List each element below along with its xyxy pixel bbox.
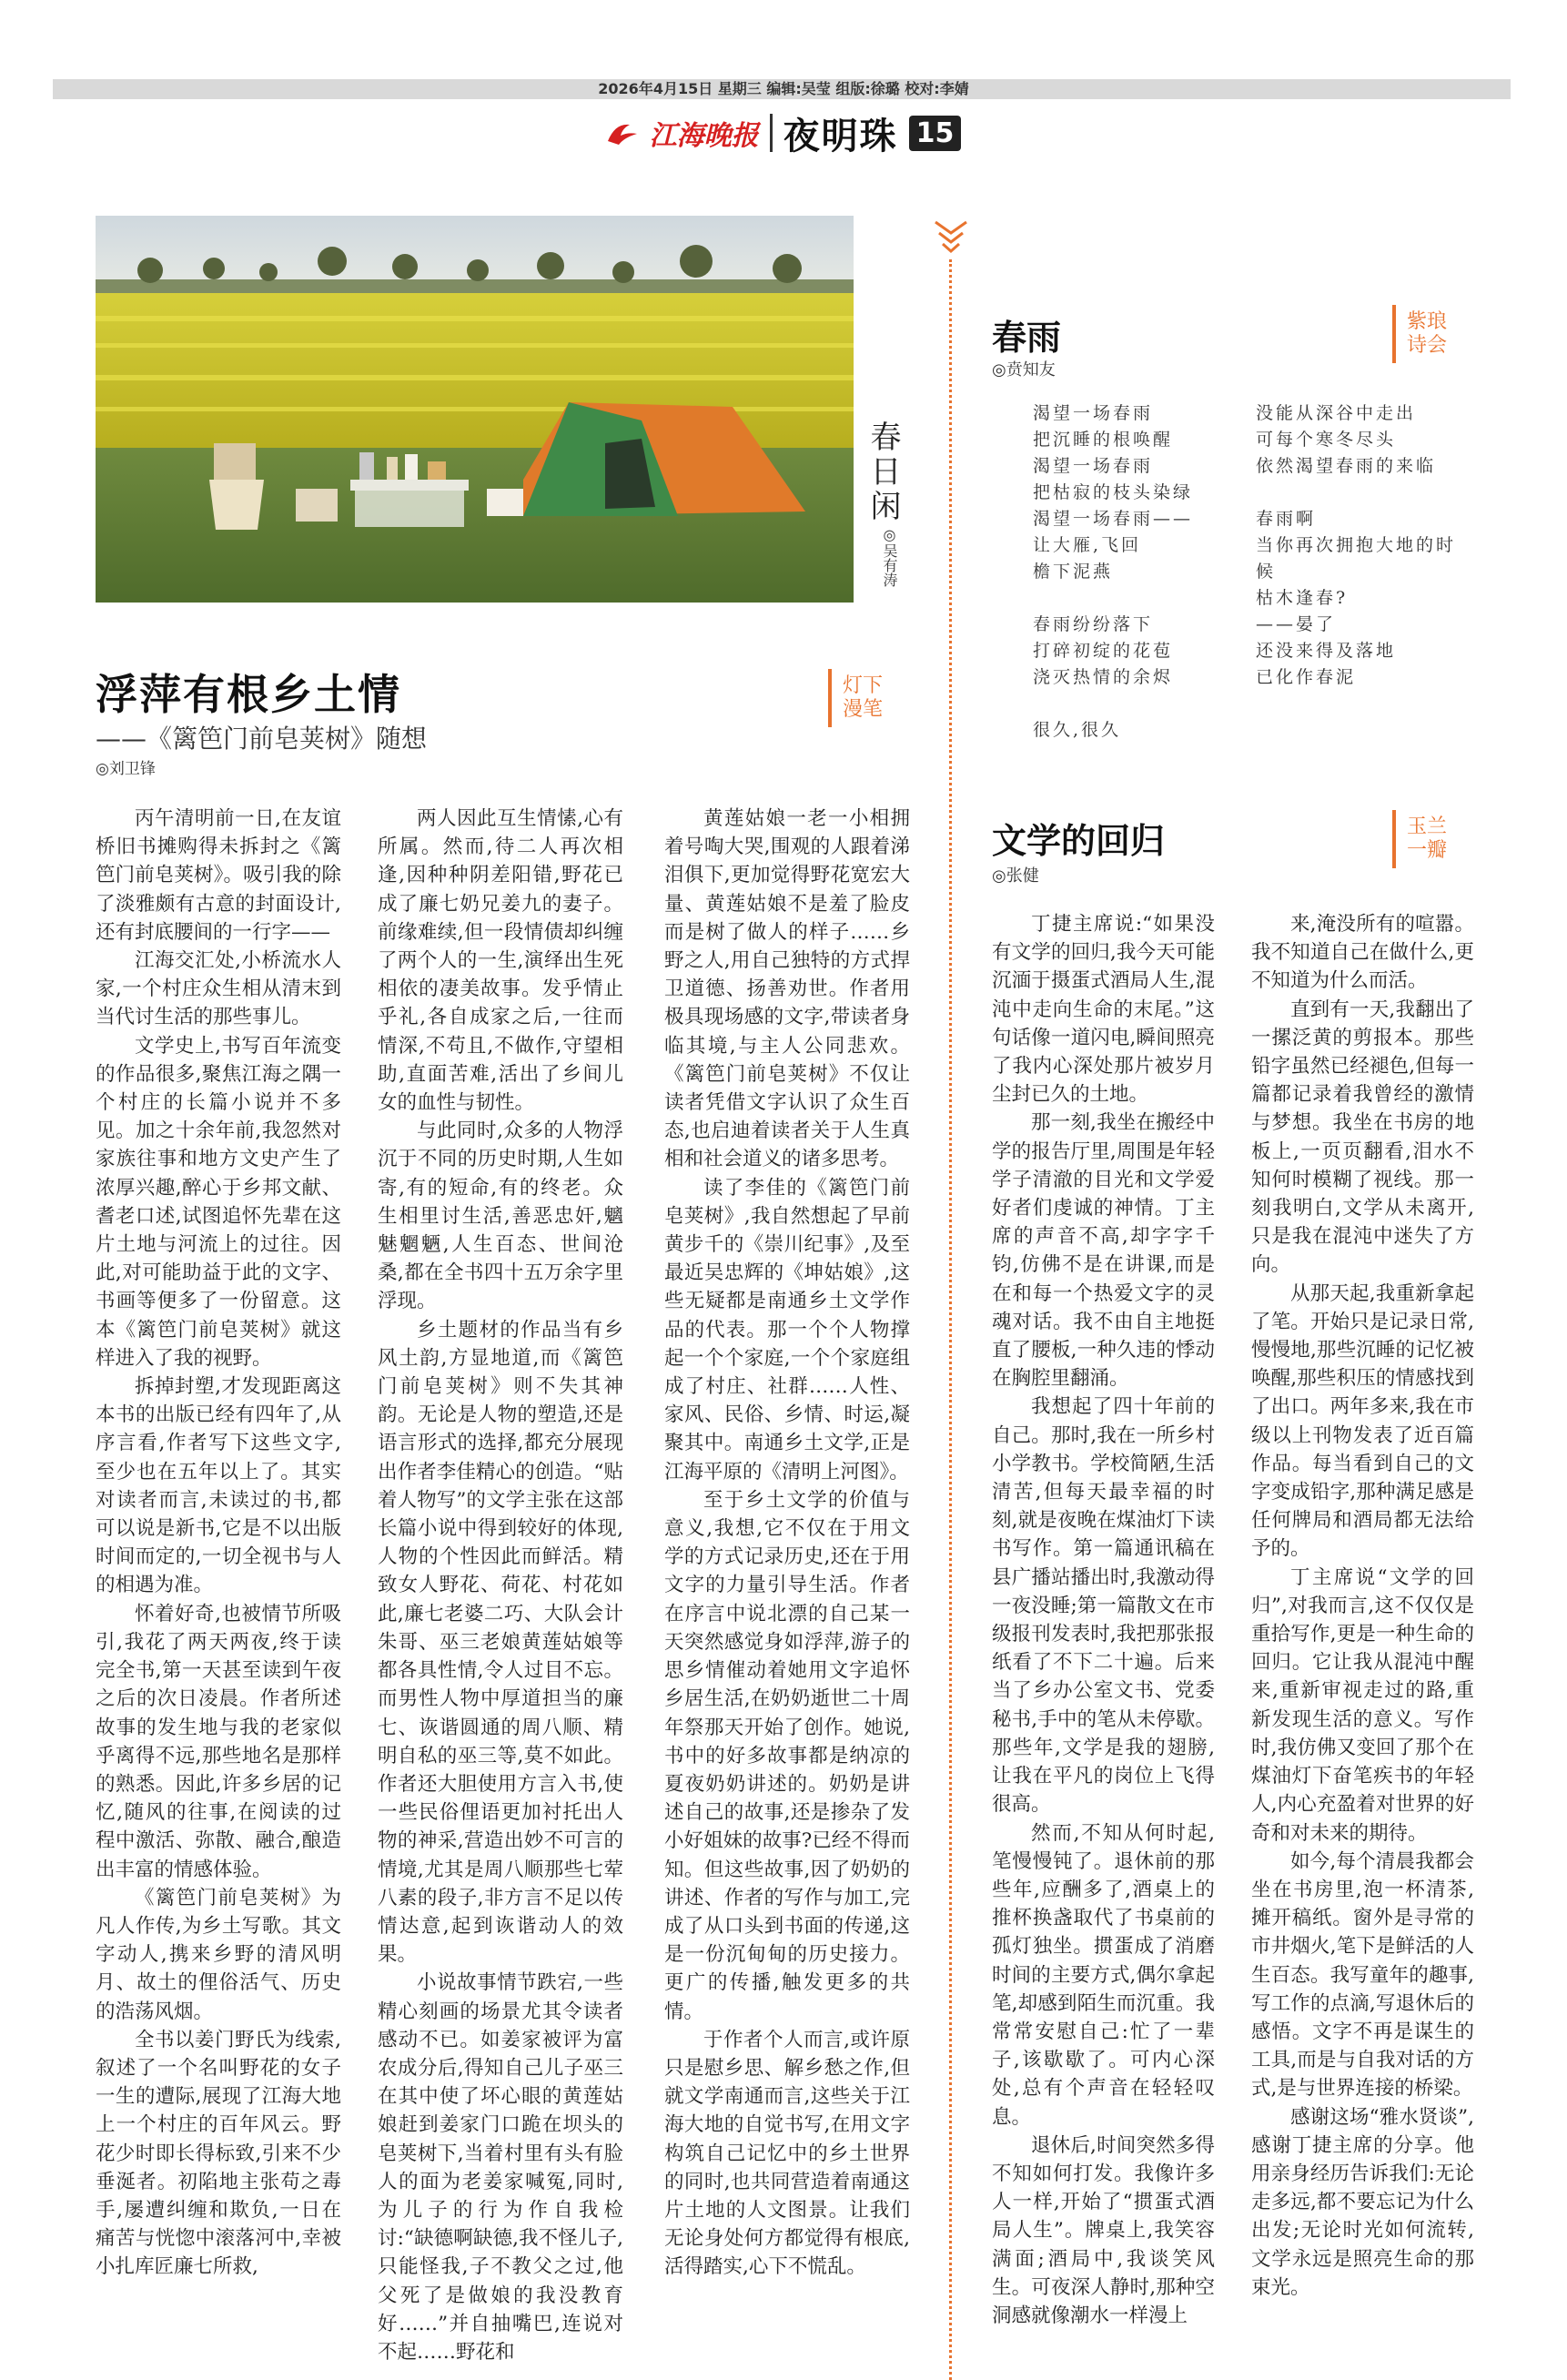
paragraph: 从那天起,我重新拿起了笔。开始只是记录日常,慢慢地,那些沉睡的记忆被唤醒,那些积压的情感找到了出口。两年多来,我在市级以上刊物发表了近百篇作品。每当看到自己的文字变成铅字,那种满足感是任何牌局和酒局都无法给予的。 <box>1251 1281 1474 1561</box>
poem-author: ◎贲知友 <box>992 360 1056 380</box>
paragraph: 那一刻,我坐在搬经中学的报告厅里,周围是年轻学子清澈的目光和文学爱好者们虔诚的神情。丁主席的声音不高,却字字千钧,仿佛不是在讲课,而是在和每一个热爱文字的灵魂对话。我不由自主地挺直了腰板,一种久违的悸动在胸腔里翻涌。 <box>992 1111 1215 1391</box>
paragraph: 丙午清明前一日,在友谊桥旧书摊购得未拆封之《篱笆门前皂荚树》。吸引我的除了淡雅颇有古意的封面设计,还有封底腰间的一行字—— <box>96 807 341 944</box>
column-tag-magnolia: 玉兰一瓣 <box>1392 810 1458 868</box>
paragraph: 至于乡土文学的价值与意义,我想,它不仅在于用文学的方式记录历史,还在于用文字的力量引导生活。作者在序言中说北漂的自己某一天突然感觉身如浮萍,游子的思乡情催动着她用文字追怀乡居生活,在奶奶逝世二十周年祭那天开始了创作。她说,书中的好多故事都是纳凉的夏夜奶奶讲述的。奶奶是讲述自己的故事,还是掺杂了发小好姐妹的故事?已经不得而知。但这些故事,因了奶奶的讲述、作者的写作与加工,完成了从口头到书面的传递,这是一份沉甸甸的历史接力。更广的传播,触发更多的共情。 <box>664 1488 910 2023</box>
paragraph: 《篱笆门前皂荚树》为凡人作传,为乡土写歌。其文字动人,携来乡野的清风明月、故土的俚俗活气、历史的浩荡风烟。 <box>96 1886 341 2023</box>
masthead <box>0 107 1567 158</box>
paragraph: 然而,不知从何时起,笔慢慢钝了。退休前的那些年,应酬多了,酒桌上的推杯换盏取代了书桌前的孤灯独坐。掼蛋成了消磨时间的主要方式,偶尔拿起笔,却感到陌生而沉重。我常常安慰自己:忙了一辈子,该歇歇了。可内心深处,总有个声音在轻轻叹息。 <box>992 1821 1215 2129</box>
paragraph: 来,淹没所有的喧嚣。我不知道自己在做什么,更不知道为什么而活。 <box>1251 913 1474 993</box>
photo-spring-leisure <box>96 216 854 603</box>
essay-author: ◎张健 <box>992 866 1039 886</box>
paragraph: 拆掉封塑,才发现距离这本书的出版已经有四年了,从序言看,作者写下这些文字,至少也在五年以上了。其实对读者而言,未读过的书,都可以说是新书,它是不以出版时间而定的,一切全视书与人的相遇为准。 <box>96 1375 341 1597</box>
main-article-title: 浮萍有根乡土情 <box>96 670 401 719</box>
poem-stanza-column-1: 渴望一场春雨 把沉睡的根唤醒 渴望一场春雨 把枯寂的枝头染绿 渴望一场春雨—— 让大雁,飞回 檐下泥燕 春雨纷纷落下 打碎初绽的花苞 浇灭热情的余烬 很久,很久 <box>1033 403 1194 740</box>
paragraph: 退休后,时间突然多得不知如何打发。我像许多人一样,开始了“掼蛋式酒局人生”。牌桌上,我笑容满面;酒局中,我谈笑风生。可夜深人静时,那种空洞感就像潮水一样漫上 <box>992 2133 1215 2327</box>
poem-title: 春雨 <box>992 318 1062 358</box>
column-tag-zilang-poetry: 紫琅诗会 <box>1392 305 1458 363</box>
paragraph: 乡土题材的作品当有乡风土韵,方显地道,而《篱笆门前皂荚树》则不失其神韵。无论是人物的塑造,还是语言形式的选择,都充分展现出作者李佳精心的创造。“贴着人物写”的文学主张在这部长篇小说中得到较好的体现,人物的个性因此而鲜活。精致女人野花、荷花、村花如此,廉七老婆二巧、大队会计朱哥、巫三老娘黄莲姑娘等都各具性情,令人过目不忘。而男性人物中厚道担当的廉七、诙谐圆通的周八顺、精明自私的巫三等,莫不如此。作者还大胆使用方言入书,使一些民俗俚语更加衬托出人物的神采,营造出妙不可言的情境,尤其是周八顺那些七荤八素的段子,非方言不足以传情达意,起到诙谐动人的效果。 <box>378 1318 623 1967</box>
newspaper-name: 江海晚报 <box>649 120 759 152</box>
photo-author: ◎吴有涛 <box>881 526 898 587</box>
paragraph: 感谢这场“雅水贤谈”,感谢丁捷主席的分享。他用亲身经历告诉我们:无论走多远,都不要忘记为什么出发;无论时光如何流转,文学永远是照亮生命的那束光。 <box>1251 2105 1474 2299</box>
section-name: 夜明珠 <box>783 114 898 157</box>
paragraph: 全书以姜门野氏为线索,叙述了一个名叫野花的女子一生的遭际,展现了江海大地上一个村庄的百年风云。野花少时即长得标致,引来不少垂涎者。初陷地主张苟之毒手,屡遭纠缠和欺负,一日在痛苦与恍惚中滚落河中,幸被小扎库匠廉七所救, <box>96 2028 341 2279</box>
main-article-column-1 <box>96 805 341 2282</box>
paragraph: 江海交汇处,小桥流水人家,一个村庄众生相从清末到当代讨生活的那些事儿。 <box>96 949 341 1029</box>
main-article-author: ◎刘卫锋 <box>96 760 156 778</box>
chevron-down-icon <box>928 217 974 262</box>
paragraph: 与此同时,众多的人物浮沉于不同的历史时期,人生如寄,有的短命,有的终老。众生相里讨生活,善恶忠奸,魑魅魍魉,人生百态、世间沧桑,都在全书四十五万余字里浮现。 <box>378 1119 623 1313</box>
paragraph: 如今,每个清晨我都会坐在书房里,泡一杯清茶,摊开稿纸。窗外是寻常的市井烟火,笔下是鲜活的人生百态。我写童年的趣事,写工作的点滴,写退休后的感悟。文字不再是谋生的工具,而是与自我对话的方式,是与世界连接的桥梁。 <box>1251 1849 1474 2101</box>
masthead-divider <box>770 114 773 152</box>
paragraph: 文学史上,书写百年流变的作品很多,聚焦江海之隅一个村庄的长篇小说并不多见。加之十余年前,我忽然对家族往事和地方文史产生了浓厚兴趣,醉心于乡邦文献、耆老口述,试图追怀先辈在这片土地与河流上的过往。因此,对可能助益于此的文字、书画等便多了一份留意。这本《篱笆门前皂荚树》就这样进入了我的视野。 <box>96 1034 341 1370</box>
paragraph: 两人因此互生情愫,心有所属。然而,待二人再次相逢,因种种阴差阳错,野花已成了廉七奶兄姜九的妻子。前缘难续,但一段情债却纠缠了两个人的一生,演绎出生死相依的凄美故事。发乎情止乎礼,各自成家之后,一往而情深,不苟且,不做作,守望相助,直面苦难,活出了乡间儿女的血性与韧性。 <box>378 807 623 1115</box>
paragraph: 丁主席说“文学的回归”,对我而言,这不仅仅是重拾写作,更是一种生命的回归。它让我从混沌中醒来,重新审视走过的路,重新发现生活的意义。写作时,我仿佛又变回了那个在煤油灯下奋笔疾书的年轻人,内心充盈着对世界的好奇和对未来的期待。 <box>1251 1565 1474 1845</box>
photo-caption: 春日闲 <box>864 420 901 524</box>
main-article-column-2 <box>378 805 623 2366</box>
paragraph: 丁捷主席说:“如果没有文学的回归,我今天可能沉湎于摄蛋式酒局人生,混沌中走向生命的末尾。”这句话像一道闪电,瞬间照亮了我内心深处那片被岁月尘封已久的土地。 <box>992 913 1215 1107</box>
paragraph: 读了李佳的《篱笆门前皂荚树》,我自然想起了早前黄步千的《崇川纪事》,及至最近吴忠辉的《坤姑娘》,这些无疑都是南通乡土文学作品的代表。那一个个人物撑起一个个家庭,一个个家庭组成了村庄、社群……人性、家风、民俗、乡情、时运,凝聚其中。南通乡土文学,正是江海平原的《清明上河图》。 <box>664 1176 910 1484</box>
paragraph: 直到有一天,我翻出了一摞泛黄的剪报本。那些铅字虽然已经褪色,但每一篇都记录着我曾经的激情与梦想。我坐在书房的地板上,一页页翻看,泪水不知何时模糊了视线。那一刻我明白,文学从未离开,只是我在混沌中迷失了方向。 <box>1251 998 1474 1277</box>
paragraph: 黄莲姑娘一老一小相拥着号啕大哭,围观的人跟着涕泪俱下,更加觉得野花宽宏大量、黄莲姑娘不是羞了脸皮而是树了做人的样子……乡野之人,用自己独特的方式捍卫道德、扬善劝世。作者用极具现场感的文字,带读者身临其境,与主人公同悲欢。《篱笆门前皂荚树》不仅让读者凭借文字认识了众生百态,也启迪着读者关于人生真相和社会道义的诸多思考。 <box>664 807 910 1171</box>
paragraph: 怀着好奇,也被情节所吸引,我花了两天两夜,终于读完全书,第一天甚至读到午夜之后的次日凌晨。作者所述故事的发生地与我的老家似乎离得不远,那些地名是那样的熟悉。因此,许多乡居的记忆,随风的往事,在阅读的过程中激活、弥散、融合,酿造出丰富的情感体验。 <box>96 1602 341 1881</box>
newspaper-logo-icon <box>606 119 639 147</box>
main-article-column-3 <box>664 805 910 2282</box>
paragraph: 小说故事情节跌宕,一些精心刻画的场景尤其令读者感动不已。如姜家被评为富农成分后,得知自己儿子巫三在其中使了坏心眼的黄莲姑娘赶到姜家门口跪在坝头的皂荚树下,当着村里有头有脸人的面为老姜家喊冤,同时,为儿子的行为作自我检讨:“缺德啊缺德,我不怪儿子,只能怪我,子不教父之过,他父死了是做娘的我没教育好……”并自抽嘴巴,连说对不起……野花和 <box>378 1971 623 2364</box>
paragraph: 我想起了四十年前的自己。那时,我在一所乡村小学教书。学校简陋,生活清苦,但每天最幸福的时刻,就是夜晚在煤油灯下读书写作。第一篇通讯稿在县广播站播出时,我激动得一夜没睡;第一篇散文在市级报刊发表时,我把那张报纸看了不下二十遍。后来当了乡办公室文书、党委秘书,手中的笔从未停歇。那些年,文学是我的翅膀,让我在平凡的岗位上飞得很高。 <box>992 1395 1215 1817</box>
page-number: 15 <box>909 116 962 151</box>
essay-title: 文学的回归 <box>992 821 1166 861</box>
column-divider <box>949 259 952 2380</box>
main-article-subtitle: ——《篱笆门前皂荚树》随想 <box>96 724 428 754</box>
column-tag-lamp-notes: 灯下漫笔 <box>828 669 894 727</box>
paragraph: 于作者个人而言,或许原只是慰乡思、解乡愁之作,但就文学南通而言,这些关于江海大地的自觉书写,在用文字构筑自己记忆中的乡土世界的同时,也共同营造着南通这片土地的人文图景。让我们无论身处何方都觉得有根底,活得踏实,心下不慌乱。 <box>664 2028 910 2279</box>
essay-column-2 <box>1251 910 1474 2302</box>
issue-info: 2026年4月15日 星期三 编辑:吴莹 组版:徐璐 校对:李婧 <box>598 80 969 97</box>
essay-column-1 <box>992 910 1215 2330</box>
poem-stanza-column-2: 没能从深谷中走出 可每个寒冬尽头 依然渴望春雨的来临 春雨啊 当你再次拥抱大地的时候 枯木逢春? ——晏了 还没来得及落地 已化作春泥 <box>1256 403 1457 687</box>
